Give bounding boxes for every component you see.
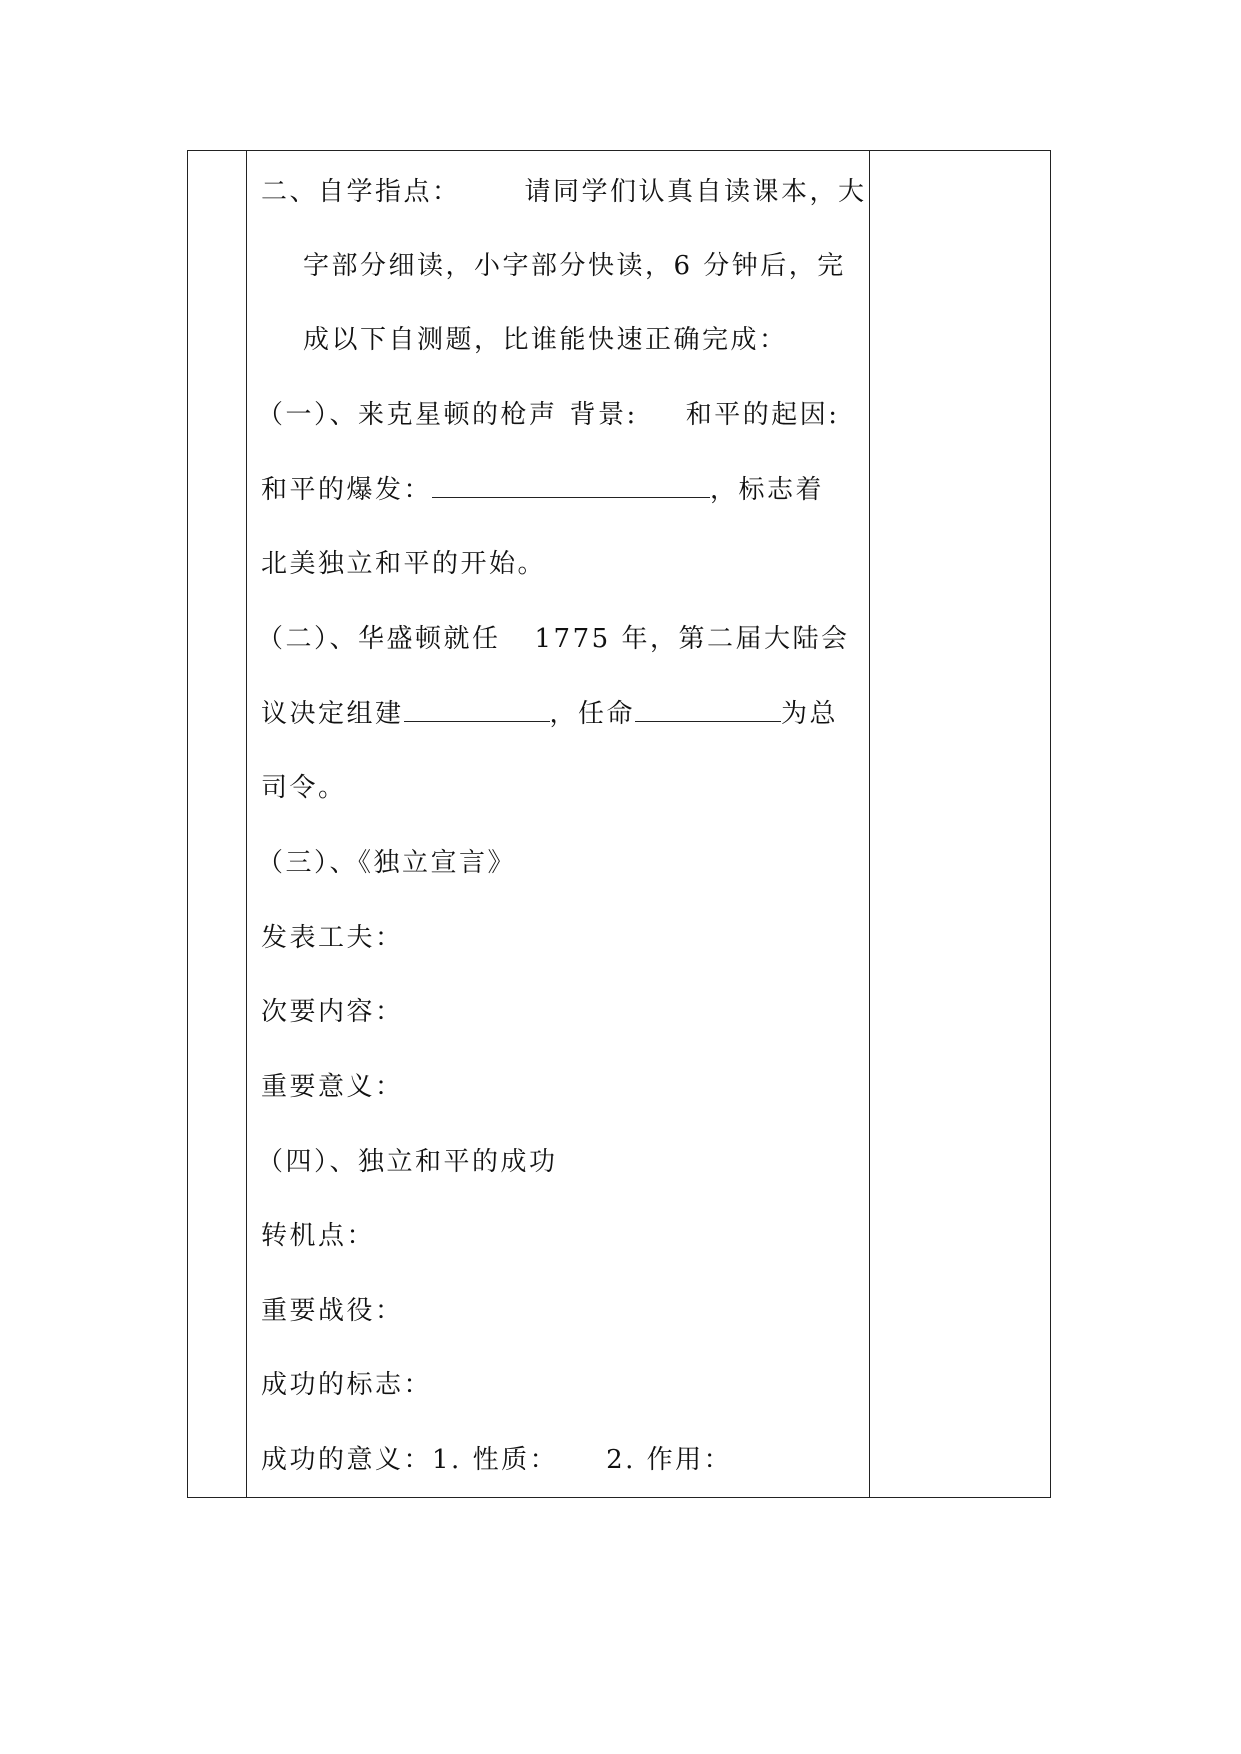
section-line-3: 成以下自测题，比谁能快速正确完成： xyxy=(303,325,788,355)
section-heading-label: 二、自学指点： xyxy=(261,177,461,207)
part4-significance-label: 成功的意义：1. 性质： xyxy=(261,1445,559,1475)
part2-line-3: 司令。 xyxy=(261,773,347,803)
army-blank[interactable] xyxy=(404,699,550,722)
part1-outbreak-line xyxy=(261,475,824,505)
part4-battle-label: 重要战役： xyxy=(261,1296,404,1326)
part1-outbreak-suffix: ，标志着 xyxy=(710,475,825,505)
part2-army-line xyxy=(261,699,838,729)
part1-title: （一）、来克星顿的枪声 xyxy=(257,400,558,430)
left-empty-cell xyxy=(188,151,246,1497)
part4-title: （四）、独立和平的成功 xyxy=(257,1147,558,1177)
part2-line2-mid: ，任命 xyxy=(549,699,636,729)
part2-line2-suffix: 为总 xyxy=(781,699,839,729)
outbreak-blank[interactable] xyxy=(432,475,710,498)
part3-title: （三）、《独立宣言》 xyxy=(257,848,517,878)
column-divider-left xyxy=(246,151,247,1497)
part1-title-line xyxy=(257,400,840,430)
part4-sign-label: 成功的标志： xyxy=(261,1370,433,1400)
section-heading-text: 请同学们认真自读课本，大 xyxy=(524,177,867,207)
part2-line2-prefix: 议决定组建 xyxy=(261,699,404,729)
section-heading-line xyxy=(261,177,867,207)
part3-meaning-label: 重要意义： xyxy=(261,1072,404,1102)
main-content-cell xyxy=(257,151,867,1497)
right-empty-cell xyxy=(870,151,1050,1497)
part2-year-text: 1775 年，第二届大陆会 xyxy=(534,624,850,654)
part2-title: （二）、华盛顿就任 xyxy=(257,624,501,654)
part4-role-label: 2. 作用： xyxy=(606,1445,733,1475)
part1-cause-label: 和平的起因: xyxy=(685,400,840,430)
part4-significance-line xyxy=(261,1445,732,1475)
part3-time-label: 发表工夫： xyxy=(261,923,404,953)
part1-outbreak-label: 和平的爆发： xyxy=(261,475,433,505)
part2-title-line xyxy=(257,624,849,654)
worksheet-table xyxy=(187,150,1051,1498)
part3-content-label: 次要内容： xyxy=(261,997,404,1027)
part4-turning-label: 转机点： xyxy=(261,1221,376,1251)
part1-outbreak-line-2: 北美独立和平的开始。 xyxy=(261,549,547,579)
section-line-2: 字部分细读，小字部分快读，6 分钟后，完 xyxy=(303,251,846,281)
commander-blank[interactable] xyxy=(635,699,781,722)
part1-background-label: 背景: xyxy=(569,400,638,430)
